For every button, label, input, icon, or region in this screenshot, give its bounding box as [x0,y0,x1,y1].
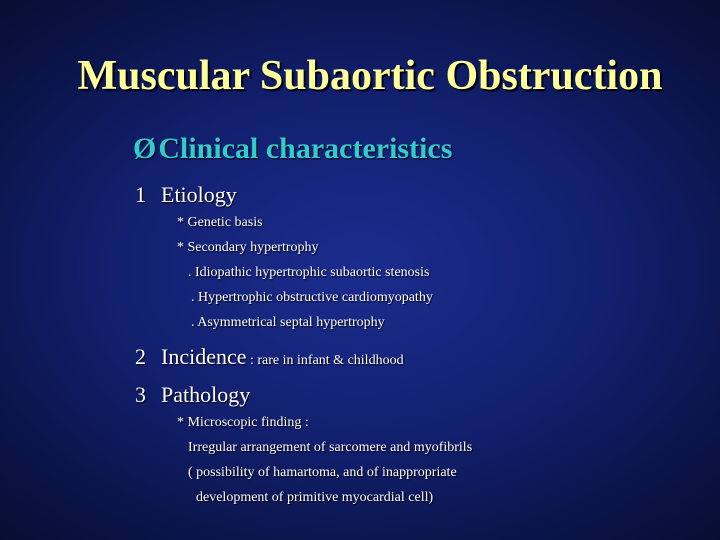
section-heading-text: Pathology [161,382,251,407]
pathology-line: development of primitive myocardial cell) [196,490,434,505]
arrow-bullet-icon: Ø [133,132,157,165]
etiology-line: * Genetic basis [177,215,263,230]
etiology-line: . Asymmetrical septal hypertrophy [191,315,385,330]
section-heading-text: Incidence [161,344,247,369]
etiology-line: . Hypertrophic obstructive cardiomyopathy [191,290,433,305]
slide-title: Muscular Subaortic Obstruction [77,53,663,99]
pathology-line: ( possibility of hamartoma, and of inappropriate [188,465,457,480]
section-number: 1 [135,182,146,207]
etiology-line: * Secondary hypertrophy [177,240,319,255]
section-incidence-heading [135,344,404,370]
section-pathology-heading [135,382,250,408]
pathology-line: Irregular arrangement of sarcomere and myofibrils [188,440,473,455]
subheading [133,132,452,166]
section-etiology-heading [135,182,237,208]
pathology-line: * Microscopic finding : [177,415,309,430]
section-heading-text: Etiology [161,182,237,207]
subheading-text: Clinical characteristics [158,132,453,165]
section-number: 3 [135,382,146,407]
incidence-description: : rare in infant & childhood [246,353,404,368]
etiology-line: . Idiopathic hypertrophic subaortic stenosis [188,265,430,280]
section-number: 2 [135,344,146,369]
